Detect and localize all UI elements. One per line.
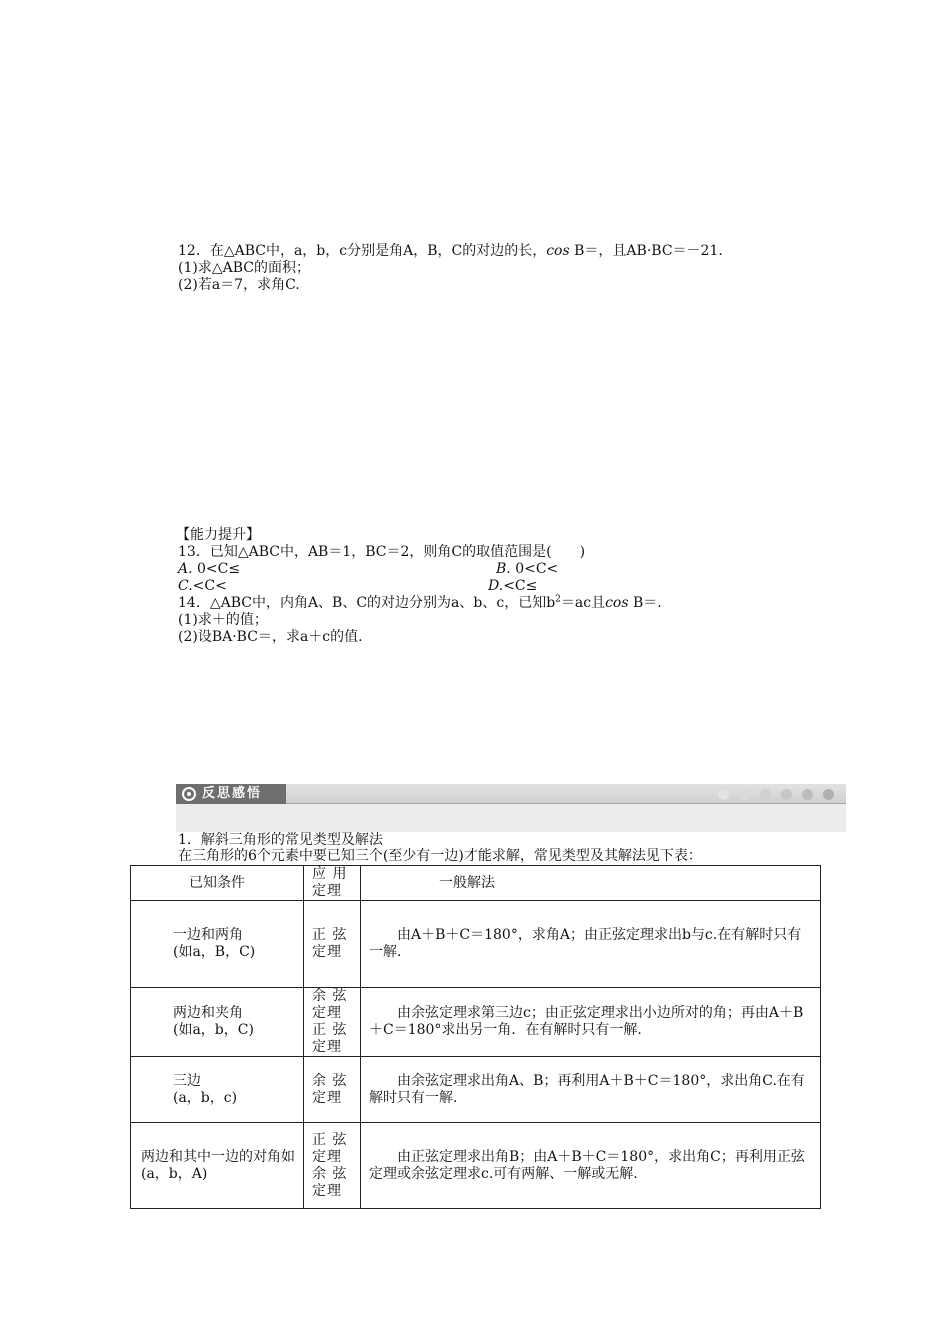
- q13-option-a: A. 0<C≤: [178, 561, 241, 577]
- q12-part2: (2)若a＝7，求角C.: [178, 277, 300, 293]
- section-heading: 【能力提升】: [176, 527, 260, 543]
- row-method: 由余弦定理求出角A、B；再利用A＋B＋C＝180°，求出角C.在有解时只有一解.: [361, 1057, 821, 1123]
- q13-option-c: C.<C<: [178, 578, 227, 594]
- summary-intro: 在三角形的6个元素中要已知三个(至少有一边)才能求解，常见类型及其解法见下表：: [178, 848, 702, 864]
- q13-option-b: B. 0<C<: [496, 561, 559, 577]
- q13-option-d: D.<C≤: [488, 578, 538, 594]
- q12-stem: 12．在△ABC中，a，b，c分别是角A，B，C的对边的长，cos B＝，且AB·BC＝－21.: [178, 243, 723, 259]
- summary-title: 1．解斜三角形的常见类型及解法: [178, 832, 383, 848]
- row-condition: 三边 (a，b，c): [131, 1057, 304, 1123]
- row-theorem: 正 弦 定理 余 弦 定理: [304, 1123, 361, 1209]
- table-row: [131, 1123, 821, 1209]
- header-theorem: 应 用 定理: [304, 866, 361, 901]
- banner-tag: [176, 784, 286, 804]
- solution-table: [130, 865, 821, 1209]
- table-header-row: [131, 866, 821, 901]
- reflection-banner: [176, 784, 846, 832]
- header-method: 一般解法: [361, 866, 821, 901]
- q14-part2: (2)设BA·BC＝，求a＋c的值.: [178, 629, 363, 645]
- table-row: [131, 988, 821, 1057]
- row-method: 由A＋B＋C＝180°，求角A；由正弦定理求出b与c.在有解时只有一解.: [361, 901, 821, 988]
- row-theorem: 正 弦 定理: [304, 901, 361, 988]
- q13-stem: 13．已知△ABC中，AB＝1，BC＝2，则角C的取值范围是( ): [178, 544, 586, 560]
- q12-part1: (1)求△ABC的面积；: [178, 260, 310, 276]
- banner-strip: [176, 804, 846, 832]
- banner-dot-1: [718, 789, 729, 800]
- q14-stem: 14．△ABC中，内角A、B、C的对边分别为a、b、c，已知$b^2=ac$且cos B＝.: [178, 594, 662, 611]
- row-condition: 两边和夹角 (如a，b，C): [131, 988, 304, 1057]
- row-condition: 两边和其中一边的对角如(a，b，A): [131, 1123, 304, 1209]
- banner-rule: [286, 803, 846, 804]
- table-row: [131, 901, 821, 988]
- banner-dot-2: [739, 789, 750, 800]
- table-row: [131, 1057, 821, 1123]
- row-method: 由正弦定理求出角B；由A＋B＋C＝180°，求出角C；再利用正弦定理或余弦定理求c.可有两解、一解或无解.: [361, 1123, 821, 1209]
- banner-dot-4: [781, 789, 792, 800]
- row-method: 由余弦定理求第三边c；由正弦定理求出小边所对的角；再由A＋B＋C＝180°求出另一角．在有解时只有一解.: [361, 988, 821, 1057]
- row-theorem: 余 弦 定理: [304, 1057, 361, 1123]
- banner-dot-6: [823, 789, 834, 800]
- banner-dot-5: [802, 789, 813, 800]
- q14-part1: (1)求＋的值；: [178, 612, 268, 628]
- target-circle-icon: [182, 787, 196, 801]
- banner-label: 反思感悟: [202, 786, 263, 801]
- banner-dot-3: [760, 789, 771, 800]
- header-condition: 已知条件: [131, 866, 304, 901]
- row-condition: 一边和两角 (如a，B，C): [131, 901, 304, 988]
- row-theorem: 余 弦 定理 正 弦 定理: [304, 988, 361, 1057]
